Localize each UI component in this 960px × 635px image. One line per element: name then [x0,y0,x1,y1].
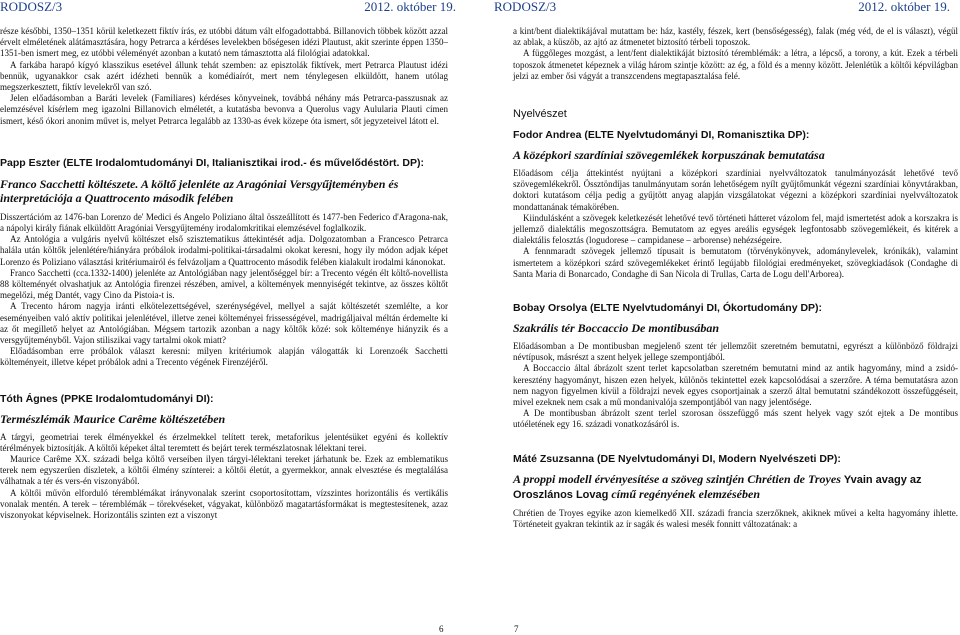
intro-paragraph: A farkába harapó kígyó klasszikus esetével állunk tehát szemben: az episztolák fiktívek, mert Petrarca Plautust idézi bennük, ugyanakkor csak azért idézheti bennük a komédiaírót, mert nem ténylegesen elküldött, hanem utólag megszerkesztett, fiktív levelekről van szó. [0,59,448,93]
abstract-paragraph: A tárgyi, geometriai terek élményekkel és érzelmekkel telített terek, metaforikus jelentésüket egyéni és kollektív térélmények biztosítják. A költői képeket által teremtett és bejárt terek természlatosnak lélektani terei. [0,431,448,453]
right-page [494,0,960,635]
issue-date: 2012. október 19. [858,0,950,14]
abstract-paragraph: A fennmaradt szövegek jellemző típusait is bemutatom (törvénykönyvek, adománylevelek, krónikák), valamint ismertetem a középkori szárd szövegemlékeket érintő legújabb filológiai eredményeket, szövegkiadások (Condaghe di Santa Maria di Bonarcado, Condaghe di San Nicola di Trullas, Carta de Logu dell'Arborea). [513,246,958,279]
author-affiliation: (ELTE Irodalomtudományi DI, Italianisztikai irod.- és művelődéstört. DP): [63,156,424,169]
journal-title: RODOSZ/3 [494,0,557,14]
paper-title-part: című regényének elemzésében [608,486,760,501]
paper-title-work: Yvain avagy az Oroszlános Lovag [513,473,922,501]
intro-paragraph: Jelen előadásomban a Baráti levelek (Familiares) kérdéses könyveinek, továbbá néhány más Petrarca-passzusnak az elemzésével kísérlem meg igazolni Billanovich elméletét, a kutatásba bevonva a Querolus vagy Aulularia Plauti címen ismert, késő ókori anonim művet is, melyet Petrarca legalább az 1330-as évek közepe óta ismert, sőt jegyzeteivel látott el. [0,93,448,126]
running-head-right [494,0,960,14]
left-column [0,26,448,521]
paper-title: Szakrális tér Boccaccio De montibusában [513,321,720,336]
paper-author-line [513,129,958,142]
paper-author-line [0,157,448,170]
paper-author-line [513,453,958,466]
paper-author-line [513,302,958,315]
abstract-paragraph: Disszertációm az 1476-ban Lorenzo de' Medici és Angelo Poliziano által összeállított és 1477-ben Federico d'Aragona-nak, a nápolyi király fiának elküldött Aragóniai Versgyűjtemény irodalomkritikai elemzésével foglalkozik. [0,211,448,234]
intro-paragraph: része későbbi, 1350–1351 körül keletkezett fiktív írás, ez utóbbi dátum vált elfogadottabbá. Billanovich többek között azzal érvelt elméletének alátámasztására, hogy Petrarca a kérdéses levelekben bőségesen idézi Plautust, akit szerinte éppen 1350–1351-ben ismert meg, ez utóbbi véleményét azonban a kutató nem támasztotta alá filológiai adatokkal. [0,26,448,59]
abstract-paragraph: A De montibusban ábrázolt szent terlel szorosan összefüggő más szent helyek vagy szót ejtek a De montibus utóéletének egy 16. századi vonatkozásáról is. [513,408,958,430]
abstract-paragraph: A Trecento három nagyja iránti elkötelezettségével, szerénységével, mellyel a saját költészetét szemlélte, a kor eseményeiben való aktív politikai jelenlétével, illetve zenei költeményei frissességével, madrigáljaival méltán érdemelte ki az őt megillető helyet az Antológiában. Mégsem tartozik azonban a nagy költők közé: sok költeménye hiányzik és a versgyűjteményből. Vajon stiliszikai vagy tartalmi okok miatt? [0,301,448,346]
author-affiliation: (DE Nyelvtudományi DI, Modern Nyelvészeti DP): [597,452,841,465]
author-name: Papp Eszter [0,156,61,169]
paper-title [513,472,958,502]
abstract-paragraph: Chrétien de Troyes egyike azon kiemelkedő XII. századi francia szerzőknek, akiknek művei a kelta hagyomány ihlette. Történeteit gyakran tekintik az ír sagák és walesi mesék fonnitt változatának: a [513,507,958,529]
author-name: Tóth Ágnes [0,392,58,405]
author-name: Fodor Andrea [513,129,582,142]
paper-title-part: A proppi modell érvényesítése a szöveg szintjén Chrétien de Troyes [513,471,844,486]
abstract-paragraph: Az Antológia a vulgáris nyelvű költészet első szisztematikus áttekintését adja. Dolgozatomban a Francesco Petrarca halála után költők jelenlétére/hiányára próbálok irodalmi-politikai-társadalmi okokat keresni, hogy ily módon adjak képet Lorenzo és Poliziano választási kritériumairól és felvázoljam a Quattrocento második felében kialakult irodalmi kánonokat. [0,234,448,267]
page-number: 7 [514,624,519,634]
author-affiliation: (ELTE Nyelvtudományi DI, Ókortudomány DP): [590,302,823,315]
paper-title: Franco Sacchetti költészete. A költő jelenléte az Aragóniai Versgyűjteményben és interpretációja a Quattrocento második felében [0,176,399,205]
author-name: Bobay Orsolya [513,302,588,315]
abstract-paragraph: Franco Sacchetti (cca.1332-1400) jelenléte az Antológiában nagy jelentőséggel bír: a Trecento végén élt költő-novellista 88 költeményét olvashatjuk az Antológia firenzei részében, amivel, a költemények mennyiségét tekintve, az összes költőt megelőzi, még Dantét, vagy Cino da Pistoia-t is. [0,267,448,301]
issue-date: 2012. október 19. [364,0,456,14]
paper-title: A középkori szardíniai szövegemlékek korpuszának bemutatása [513,148,825,163]
author-affiliation: (PPKE Irodalomtudományi DI): [60,392,214,405]
author-name: Máté Zsuzsanna [513,452,595,465]
left-page [0,0,466,635]
abstract-paragraph: Előadásomban a De montibusban megjelenő szent tér jellemzőit szeretném bemutatni, egyrészt a különböző földrajzi névtípusok, másrészt a szent helyek jellege szempontjából. [513,341,958,363]
right-column [513,26,958,530]
paper-author-line [0,393,448,406]
abstract-paragraph: Előadásom célja áttekintést nyújtani a középkori szardíniai nyelvváltozatok tanulmányozását lehetővé tevő szövegemlékekről. Össztöndíjas tanulmányutam során lehetőségem nyílt gyűjtőmunkát végezni szardíniai könyvtárakban, doktori kutatásom célja pedig a gyűjtött anyag alapján vizsgálatokat végezni a középkori szardíniai nyelvváltozatok mondattanának témakörében. [513,168,958,212]
abstract-paragraph: A Boccaccio által ábrázolt szent terlet kapcsolatban szeretném bemutatni mind az antik hagyomány, mind a zsidó-keresztény hagyományt, hiszen ezen helyek, különös tekintettel ezek kapcsolódásai a szerzőre. A téma bemutatásra azon nem nagyon figyelmen kívül a földrajzi nevek egyes csoportjainak a szerző által bemutatni szándékozott összefüggéseit, mivel ezeknek nem csak a mű mondanivalója szempontjából van nagy jelentősége. [513,363,958,408]
journal-title: RODOSZ/3 [0,0,63,14]
abstract-paragraph: Előadásomban erre próbálok választ keresni: milyen kritériumok alapján válogatták ki Lorenzoék Sacchetti költeményeit, illetve képet próbálok adni a Trecento végének Firenzéjéről. [0,346,448,368]
running-head-left [0,0,466,14]
abstract-paragraph: Maurice Carême XX. századi belga költő verseiben ilyen tárgyi-lélektani tereket járhatunk be. Ezek az emblematikus terek nem egyszerűen díszletek, a költői élmény színterei: a költői életút, a gyermekkor, annak elvesztése és megtalálása válhatnak a tér és vers-én viszonyából. [0,454,448,487]
abstract-paragraph: A költői művön elforduló téremblémákat irányvonalak szerint csoportosítottam, vízszintes horizontális és vertikális vonalak mentén. A terek – téremblémák – törekvéseket, vágyakat, különböző magatartásformákat is megtestesítenek, azaz viszonyokat képviselnek. Horizontális szinten ezt a viszonyt [0,487,448,521]
page-number: 6 [439,624,444,634]
abstract-paragraph: Kiindulásként a szövegek keletkezését lehetővé tevő történeti hátteret vázolom fel, majd ismertetést adok a korszakra is jellemző dialektális megoszottságra. Bemutatom az egyes areális egységek legfontosabb szövegemlékeit, és kitérek a dialektális felosztás (logudorese – campidanese – arborense) nehézségeire. [513,212,958,246]
author-affiliation: (ELTE Nyelvtudományi DI, Romanisztika DP): [584,129,810,142]
paper-title: Természlémák Maurice Carême költészetében [0,411,226,426]
intro-paragraph: A függőleges mozgást, a lent/fent dialektikáját biztosító téremblémák: a létra, a lépcső, a torony, a kút. Ezek a térbeli toposzok átmenetet képeznek a világ három szintje között: az ég, a föld és a menny között. Jelenlétük a költői képvilágban jelzi az ember ősi vágyát a transzcendens megtapasztalása felé. [513,48,958,81]
section-heading: Nyelvészet [513,108,567,121]
intro-paragraph: a kint/bent dialektikájával mutattam be: ház, kastély, fészek, kert (bensőségesség), falak (még véd, de el is választ), végül az ablak, a küszöb, az ajtó az átmenetet biztosító térbeli toposzok. [513,26,958,48]
